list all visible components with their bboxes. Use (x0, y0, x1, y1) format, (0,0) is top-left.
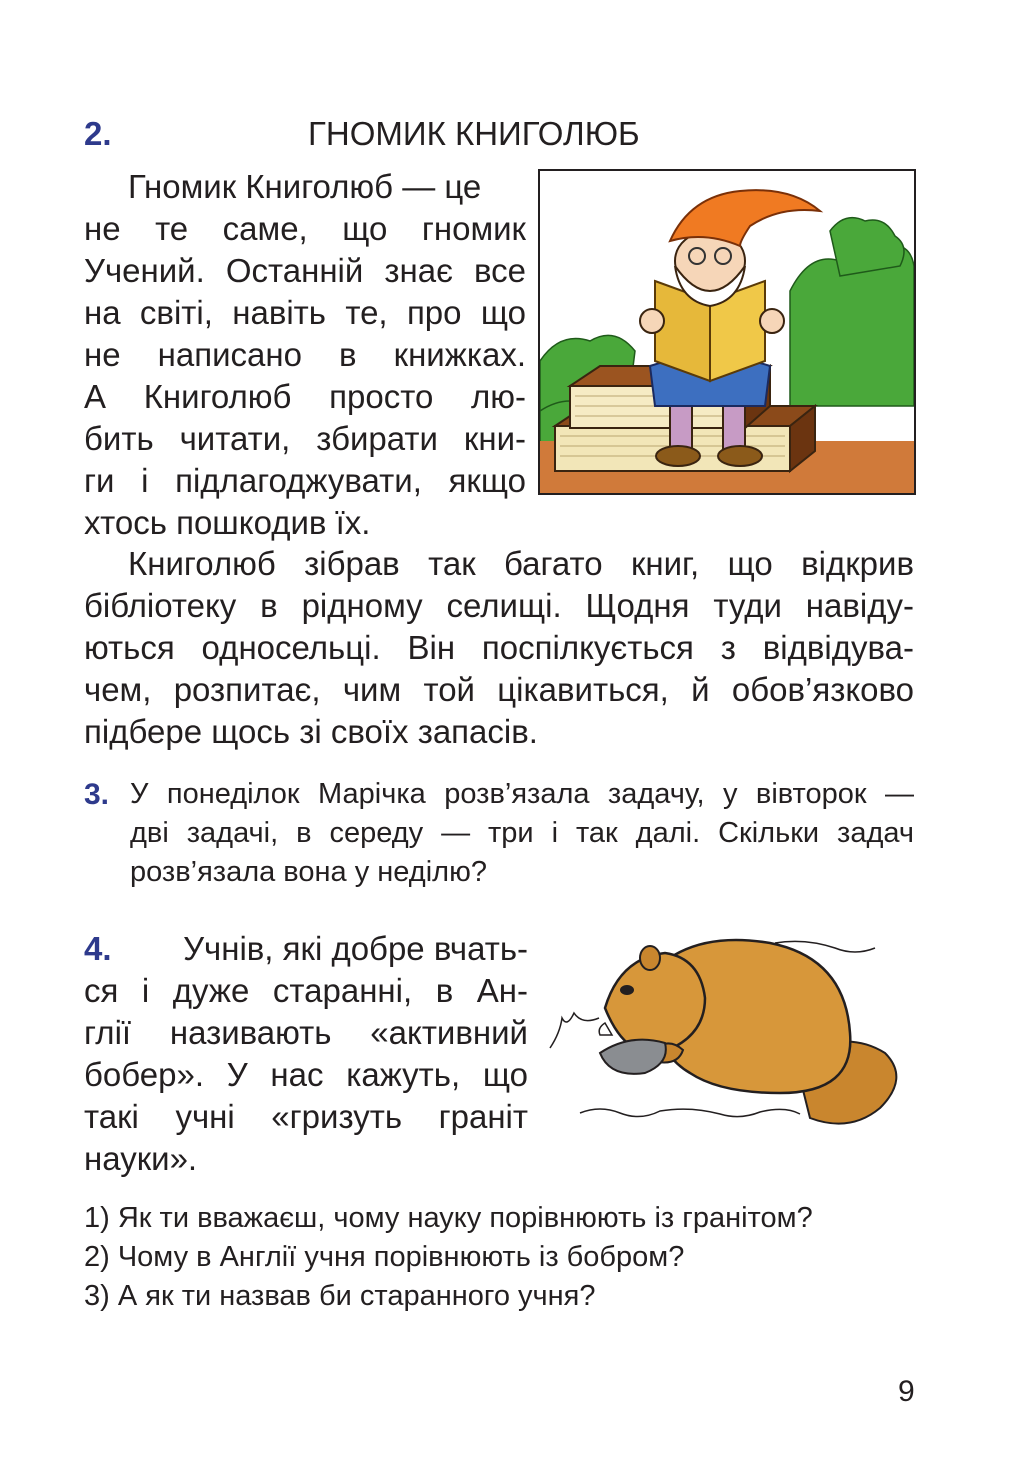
beaver-picture (545, 918, 915, 1148)
task-number: 3. (84, 778, 110, 811)
gnome-reading-book-illustration (538, 169, 916, 495)
task-number: 2. (84, 115, 112, 152)
text-line: А Книголюб просто лю- (84, 378, 526, 415)
gnome-picture (540, 171, 914, 493)
text-line: розв’язала вона у неділю? (130, 856, 487, 888)
text-line: хтось пошкодив їх. (84, 504, 371, 541)
text-line: У понеділок Марічка розв’язала задачу, у вівторок — (130, 778, 914, 810)
text-line: не те саме, що гномик (84, 210, 526, 247)
text-line: дві задачі, в середу — три і так далі. Скільки задач (130, 817, 914, 849)
task-number: 4. (84, 930, 112, 967)
text-line: не написано в книжках. (84, 336, 526, 373)
task-title: ГНОМИК КНИГОЛЮБ (308, 115, 640, 152)
text-line: бобер». У нас кажуть, що (84, 1056, 528, 1093)
text-line: науки». (84, 1140, 198, 1177)
text-line: на світі, навіть те, про що (84, 294, 526, 331)
text-line: такі учні «гризуть граніт (84, 1098, 528, 1135)
text-line: бить читати, збирати кни- (84, 420, 526, 457)
question-item: 3) А як ти назвав би старанного учня? (84, 1280, 596, 1312)
text-line: чем, розпитає, чим той цікавиться, й обов’язково (84, 671, 914, 708)
beaver-gnawing-stone-illustration (545, 918, 915, 1148)
question-item: 1) Як ти вважаєш, чому науку порівнюють із гранітом? (84, 1202, 813, 1234)
text-line: ги і підлагоджувати, якщо (84, 462, 526, 499)
question-item: 2) Чому в Англії учня порівнюють із бобром? (84, 1241, 685, 1273)
text-line: підбере щось зі своїх запасів. (84, 713, 538, 750)
text-line: Учений. Останній знає все (84, 252, 526, 289)
text-line: ся і дуже старанні, в Ан- (84, 972, 528, 1009)
text-line: ються односельці. Він поспілкується з відвідува- (84, 629, 914, 666)
page-number: 9 (898, 1375, 915, 1408)
text-line: Учнів, які добре вчать- (183, 930, 528, 967)
text-line: бібліотеку в рідному селищі. Щодня туди навіду- (84, 587, 914, 624)
text-line: Гномик Книголюб — це (128, 168, 482, 205)
text-line: Книголюб зібрав так багато книг, що відкрив (128, 545, 914, 582)
text-line: глії називають «активний (84, 1014, 528, 1051)
